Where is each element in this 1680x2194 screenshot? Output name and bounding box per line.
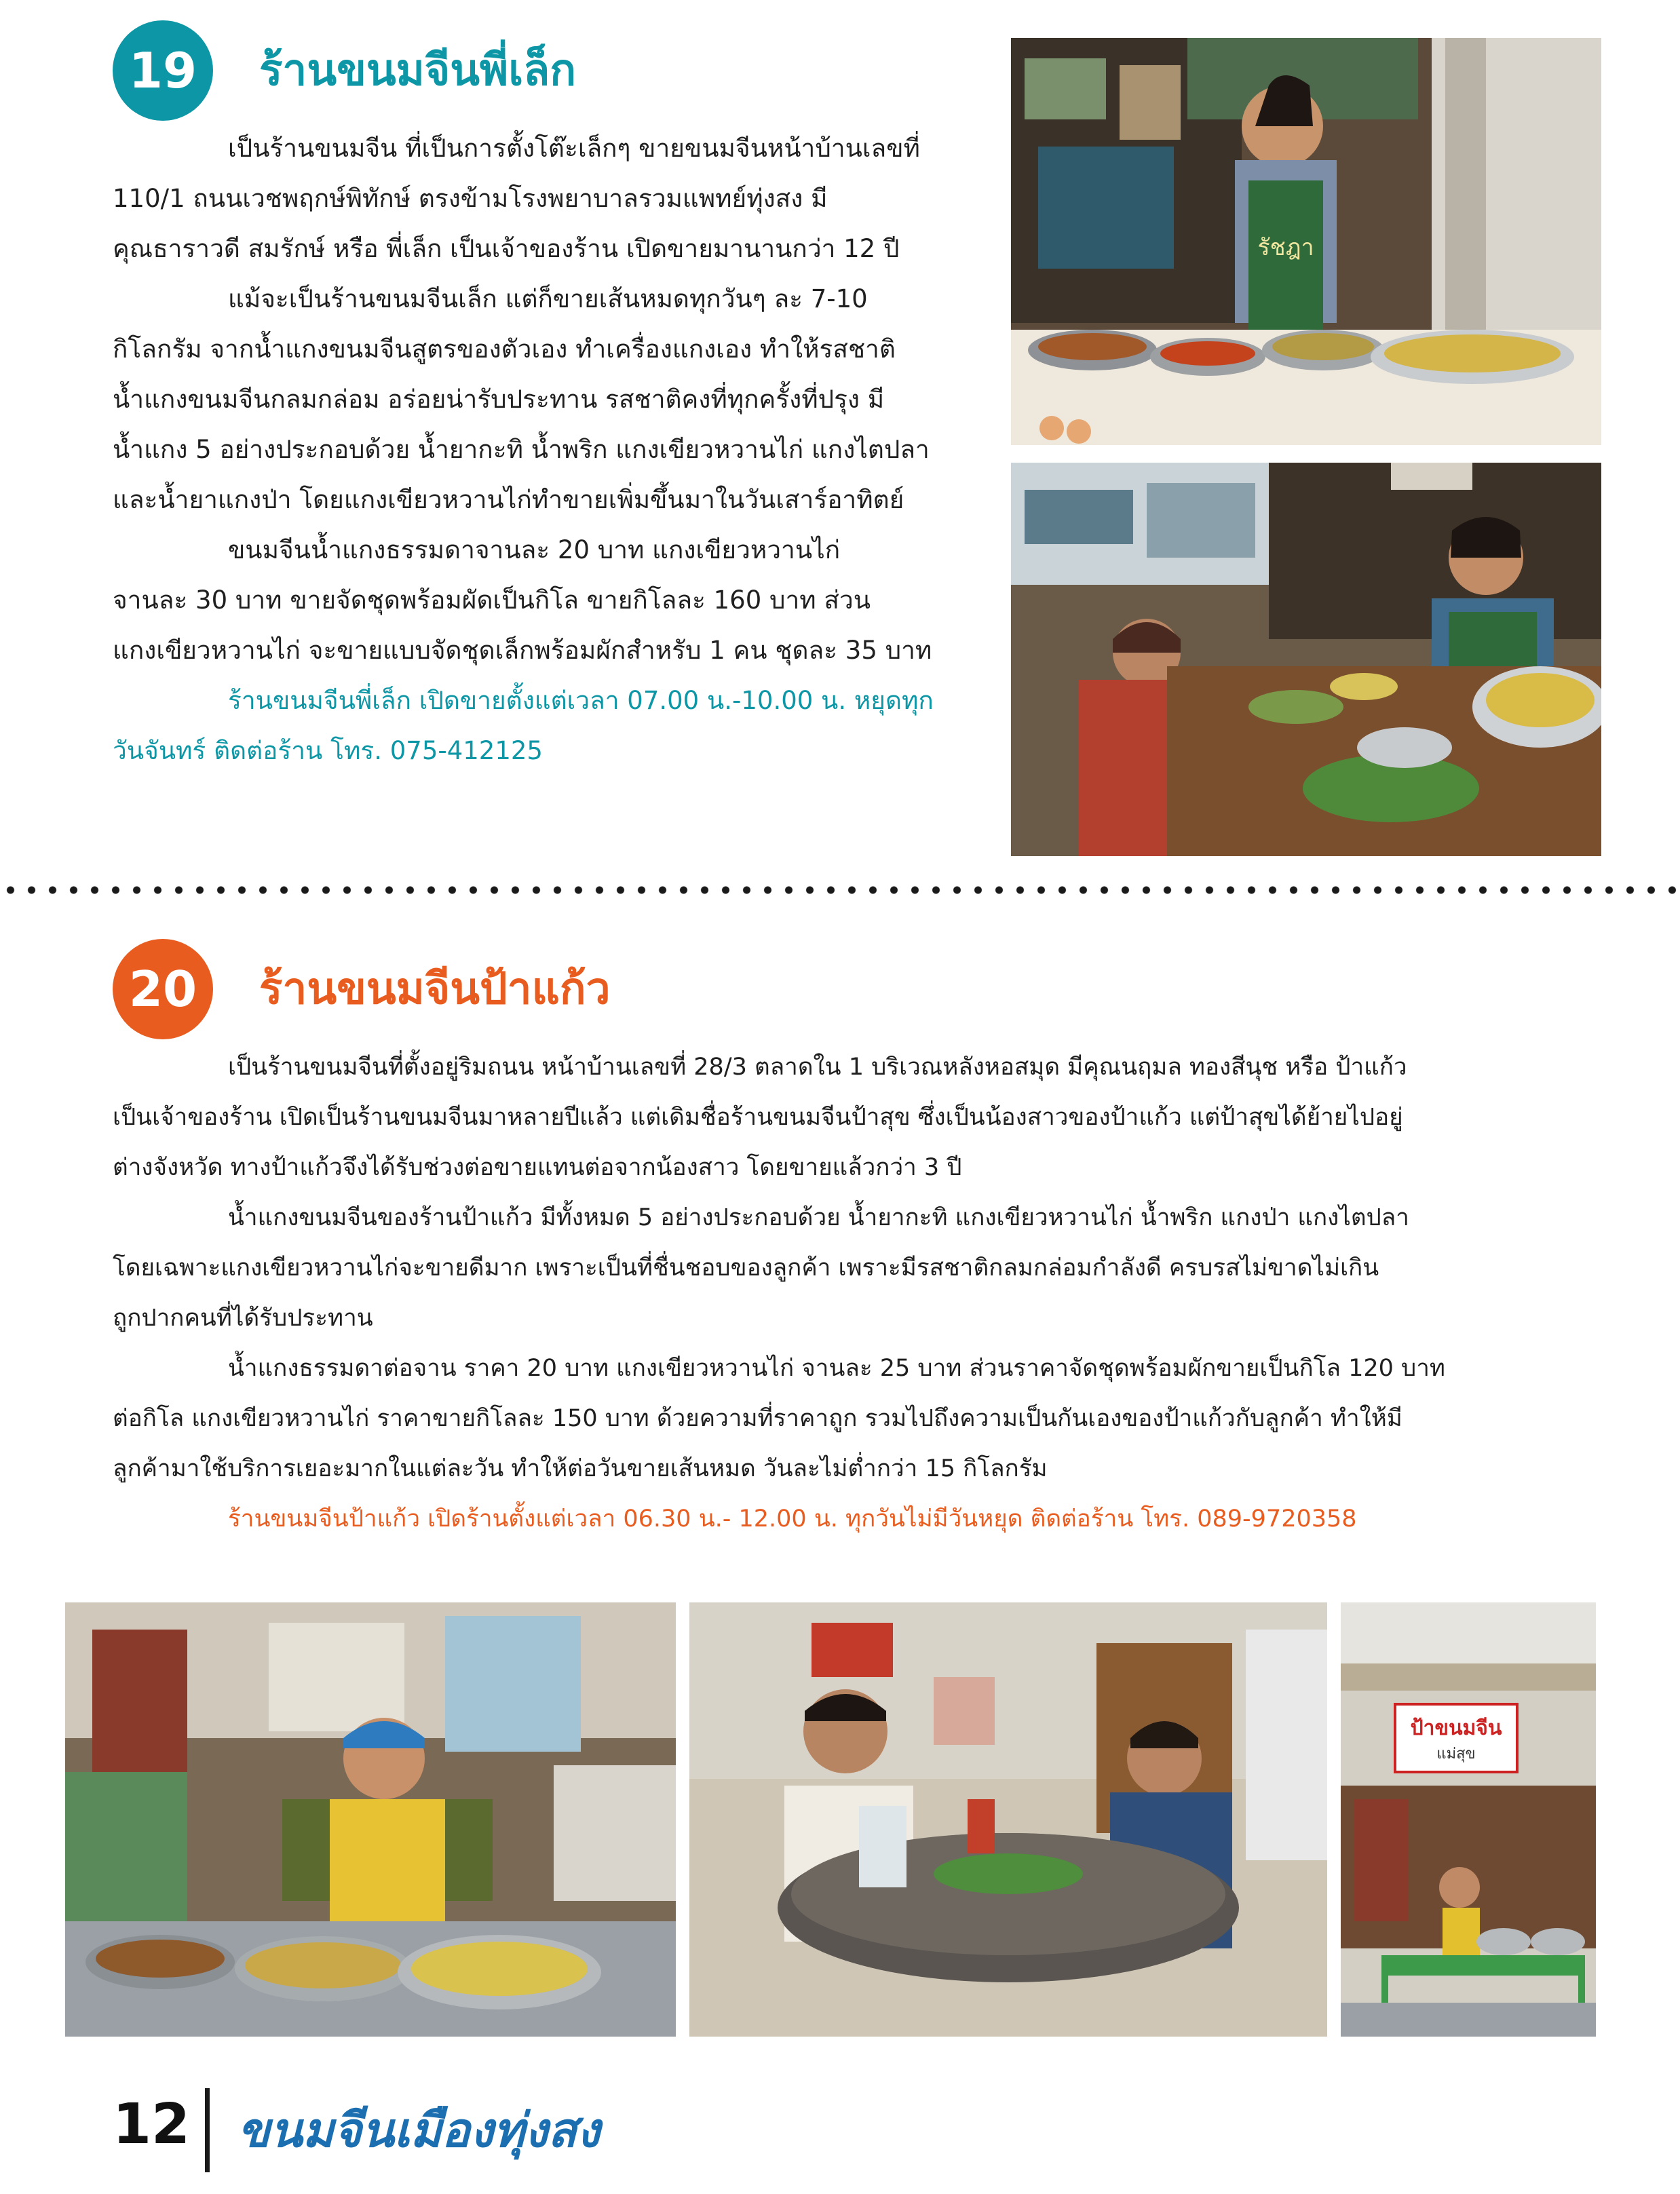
section-19-line: 110/1 ถนนเวชพฤกษ์พิทักษ์ ตรงข้ามโรงพยาบาลรวมแพทย์ทุ่งสง มี (113, 184, 828, 213)
section-20-number-badge: 20 (113, 939, 213, 1039)
shop-sign-text: ป้าขนมจีน (1410, 1716, 1502, 1740)
footer-divider (205, 2088, 210, 2172)
section-19-line: และน้ำยาแกงป่า โดยแกงเขียวหวานไก่ทำขายเพิ่มขึ้นมาในวันเสาร์อาทิตย์ (113, 485, 904, 514)
footer-publication-title: ขนมจีนเมืองทุ่งสง (237, 2102, 600, 2158)
section-19-line: น้ำแกงขนมจีนกลมกล่อม อร่อยน่ารับประทาน รสชาติคงที่ทุกครั้งที่ปรุง มี (113, 385, 885, 414)
section-20-line: ถูกปากคนที่ได้รับประทาน (113, 1305, 373, 1332)
section-20-line: น้ำแกงธรรมดาต่อจาน ราคา 20 บาท แกงเขียวหวานไก่ จานละ 25 บาท ส่วนราคาจัดชุดพร้อมผักขายเป็นกิโล 120 บาท (228, 1355, 1445, 1382)
section-20-line: ต่างจังหวัด ทางป้าแก้วจึงได้รับช่วงต่อขายแทนต่อจากน้องสาว โดยขายแล้วกว่า 3 ปี (113, 1154, 962, 1181)
section-19-line: คุณธาราวดี สมรักษ์ หรือ พี่เล็ก เป็นเจ้าของร้าน เปิดขายมานานกว่า 12 ปี (113, 234, 900, 263)
photo-customers-pa-kaeo (689, 1602, 1327, 2037)
section-20-line: โดยเฉพาะแกงเขียวหวานไก่จะขายดีมาก เพราะเป็นที่ชื่นชอบของลูกค้า เพราะมีรสชาติกลมกล่อมกำลังดี ครบรสไม่ขาดไม่เกิน (113, 1254, 1379, 1282)
section-20-contact-line: ร้านขนมจีนป้าแก้ว เปิดร้านตั้งแต่เวลา 06.30 น.- 12.00 น. ทุกวันไม่มีวันหยุด ติดต่อร้าน โทร. 089-9720358 (228, 1505, 1357, 1533)
section-20-line: ต่อกิโล แกงเขียวหวานไก่ ราคาขายกิโลละ 150 บาท ด้วยความที่ราคาถูก รวมไปถึงความเป็นกันเองของป้าแก้วกับลูกค้า ทำให้มี (113, 1405, 1402, 1432)
section-20-line: ลูกค้ามาใช้บริการเยอะมากในแต่ละวัน ทำให้ต่อวันขายเส้นหมด วันละไม่ต่ำกว่า 15 กิโลกรัม (113, 1455, 1048, 1482)
photo-shop-front-pa-kaeo (1341, 1602, 1596, 2037)
page-number: 12 (113, 2092, 191, 2157)
section-19-line: แม้จะเป็นร้านขนมจีนเล็ก แต่ก็ขายเส้นหมดทุกวันๆ ละ 7-10 (228, 284, 868, 313)
section-divider-dots (0, 883, 1680, 897)
photo-vendor-pa-kaeo (65, 1602, 676, 2037)
section-19-line: เป็นร้านขนมจีน ที่เป็นการตั้งโต๊ะเล็กๆ ขายขนมจีนหน้าบ้านเลขที่ (228, 134, 920, 163)
section-19-line: ขนมจีนน้ำแกงธรรมดาจานละ 20 บาท แกงเขียวหวานไก่ (228, 535, 841, 564)
section-19-line: กิโลกรัม จากน้ำแกงขนมจีนสูตรของตัวเอง ทำเครื่องแกงเอง ทำให้รสชาติ (113, 334, 896, 364)
photo-vendor-phi-lek (1011, 38, 1601, 445)
section-19-contact-line: ร้านขนมจีนพี่เล็ก เปิดขายตั้งแต่เวลา 07.00 น.-10.00 น. หยุดทุก (228, 686, 934, 715)
section-19-title: ร้านขนมจีนพี่เล็ก (259, 45, 577, 96)
shop-sign-sub-text: แม่สุข (1436, 1746, 1476, 1763)
section-20-line: น้ำแกงขนมจีนของร้านป้าแก้ว มีทั้งหมด 5 อย่างประกอบด้วย น้ำยากะทิ แกงเขียวหวานไก่ น้ำพริก แกงป่า แกงไตปลา (228, 1204, 1409, 1231)
section-19-contact-line: วันจันทร์ ติดต่อร้าน โทร. 075-412125 (113, 736, 543, 765)
section-20-body (113, 1042, 1565, 1544)
section-20-line: เป็นเจ้าของร้าน เปิดเป็นร้านขนมจีนมาหลายปีแล้ว แต่เดิมชื่อร้านขนมจีนป้าสุข ซึ่งเป็นน้องสาวของป้าแก้ว แต่ป้าสุขได้ย้ายไปอยู่ (113, 1104, 1403, 1131)
section-19-line: จานละ 30 บาท ขายจัดชุดพร้อมผัดเป็นกิโล ขายกิโลละ 160 บาท ส่วน (113, 585, 871, 615)
section-19-number-badge: 19 (113, 20, 213, 121)
section-19-line: น้ำแกง 5 อย่างประกอบด้วย น้ำยากะทิ น้ำพริก แกงเขียวหวานไก่ แกงไตปลา (113, 435, 930, 464)
section-19-body (113, 123, 976, 776)
section-20-title: ร้านขนมจีนป้าแก้ว (259, 964, 611, 1014)
section-19-line: แกงเขียวหวานไก่ จะขายแบบจัดชุดเล็กพร้อมผักสำหรับ 1 คน ชุดละ 35 บาท (113, 636, 932, 665)
apron-logo-text: รัชฎา (1257, 234, 1314, 261)
photo-customer-phi-lek (1011, 463, 1601, 856)
section-20-line: เป็นร้านขนมจีนที่ตั้งอยู่ริมถนน หน้าบ้านเลขที่ 28/3 ตลาดใน 1 บริเวณหลังหอสมุด มีคุณนฤมล ทองสีนุช หรือ ป้าแก้ว (228, 1054, 1407, 1081)
